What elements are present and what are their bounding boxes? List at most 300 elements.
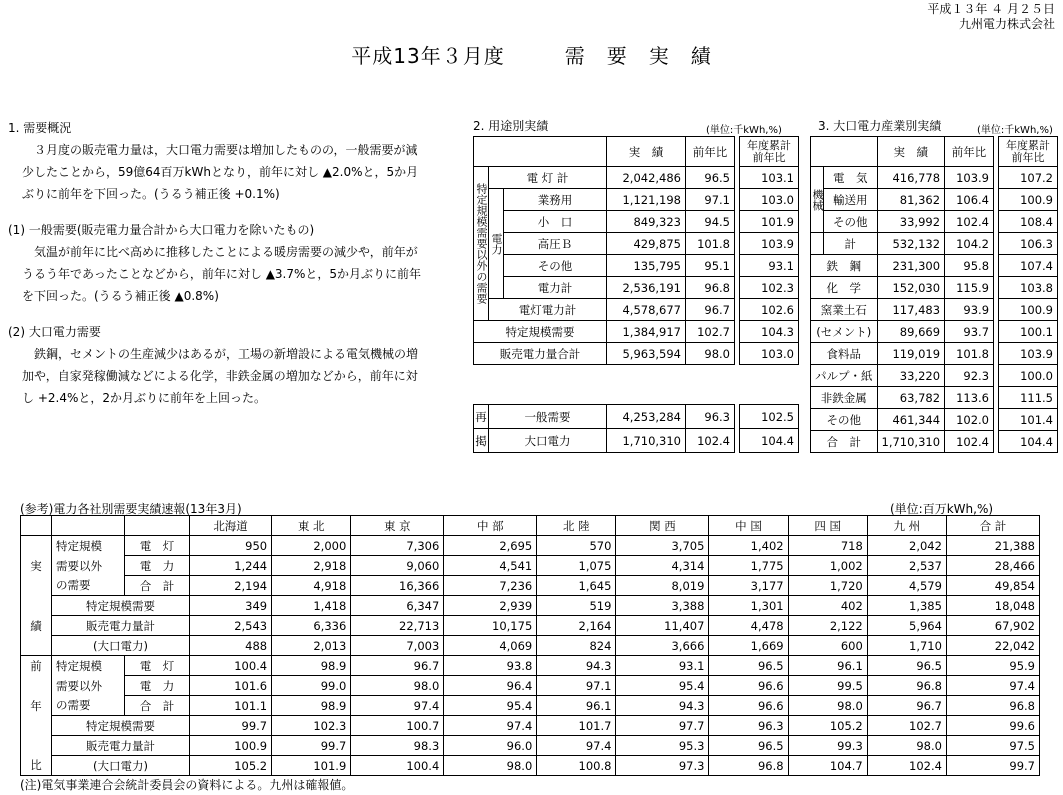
- table-cell: 97.7: [616, 716, 709, 736]
- table-cell: 98.0: [444, 756, 537, 776]
- table-cell: 4,478: [709, 616, 788, 636]
- ref-kind-label: 合 計: [125, 576, 190, 596]
- table-cell: 96.6: [709, 676, 788, 696]
- cell: 152,030: [877, 277, 945, 299]
- power-group: 電力: [489, 189, 504, 299]
- ref-col-header: 合 計: [946, 516, 1039, 536]
- ref-group-char: [21, 576, 52, 596]
- table-row: [21, 556, 1040, 576]
- table-cell: 1,075: [537, 556, 616, 576]
- table-cell: 6,336: [272, 616, 351, 636]
- table-cell: 93.8: [444, 656, 537, 676]
- table-cell: 96.7: [351, 656, 444, 676]
- table-cell: 2,000: [272, 536, 351, 556]
- table-cell: 102.7: [867, 716, 946, 736]
- table-cell: 95.4: [616, 676, 709, 696]
- cell: 532,132: [877, 233, 945, 255]
- reference-note: (注)電気事業連合会統計委員会の資料による。九州は確報値。: [20, 778, 354, 792]
- cell: 107.4: [999, 255, 1058, 277]
- table-cell: 2,695: [444, 536, 537, 556]
- cell: 102.4: [945, 211, 994, 233]
- table-cell: 96.8: [867, 676, 946, 696]
- col-yoy: 前年比: [945, 137, 994, 167]
- reference-table: [20, 515, 1040, 776]
- cell: 103.8: [999, 277, 1058, 299]
- cell: 100.9: [999, 299, 1058, 321]
- table-cell: 1,669: [709, 636, 788, 656]
- table-cell: 67,902: [946, 616, 1039, 636]
- table-cell: 1,385: [867, 596, 946, 616]
- table-cell: 2,122: [788, 616, 867, 636]
- table-cell: 97.1: [537, 676, 616, 696]
- table-cell: 96.1: [788, 656, 867, 676]
- table-row: [21, 696, 1040, 716]
- cell: 102.0: [945, 409, 994, 431]
- cell: 103.9: [945, 167, 994, 189]
- cell: 103.9: [999, 343, 1058, 365]
- row-label: 一般需要: [489, 405, 607, 429]
- industry-table: [810, 136, 1058, 453]
- col-yoy: 前年比: [686, 137, 735, 167]
- row-label: パルプ・紙: [811, 365, 878, 387]
- table-row: [21, 676, 1040, 696]
- ref-sub-label: 特定規模: [52, 656, 125, 676]
- ref-group-char: [21, 596, 52, 616]
- ref-col-header: 北海道: [190, 516, 272, 536]
- cell: 95.8: [945, 255, 994, 277]
- table-cell: 4,918: [272, 576, 351, 596]
- col-cum: 年度累計前年比: [740, 137, 799, 167]
- table-cell: 97.3: [616, 756, 709, 776]
- table-cell: 4,541: [444, 556, 537, 576]
- table-cell: 96.3: [709, 716, 788, 736]
- row-label: その他: [811, 409, 878, 431]
- cell: 119,019: [877, 343, 945, 365]
- cell: 94.5: [686, 211, 735, 233]
- table-cell: 97.4: [537, 736, 616, 756]
- cell: 106.4: [945, 189, 994, 211]
- cell: 93.9: [945, 299, 994, 321]
- table-cell: 824: [537, 636, 616, 656]
- table-cell: 100.8: [537, 756, 616, 776]
- table-cell: 100.4: [190, 656, 272, 676]
- overview-heading: 1. 需要概況: [8, 121, 72, 135]
- cell: 113.6: [945, 387, 994, 409]
- ref-row-label: 販売電力量計: [52, 616, 190, 636]
- ref-kind-label: 電 力: [125, 556, 190, 576]
- cell: 104.3: [740, 321, 799, 343]
- table-cell: 95.3: [616, 736, 709, 756]
- table-cell: 105.2: [190, 756, 272, 776]
- cell: 89,669: [877, 321, 945, 343]
- reference-unit: (単位:百万kWh,%): [890, 502, 994, 516]
- ref-group-char: [21, 636, 52, 656]
- company-name: 九州電力株式会社: [958, 17, 1055, 31]
- table-row: [21, 636, 1040, 656]
- table-cell: 98.0: [788, 696, 867, 716]
- usage-unit: (単位:千kWh,%): [706, 125, 782, 136]
- table-cell: 98.9: [272, 656, 351, 676]
- cell: 96.8: [686, 277, 735, 299]
- cell: 2,042,486: [607, 167, 686, 189]
- table-row: [21, 616, 1040, 636]
- table-cell: 1,301: [709, 596, 788, 616]
- ref-sub-label: の需要: [52, 576, 125, 596]
- ref-group-char: [21, 716, 52, 736]
- report-header: [927, 2, 1055, 32]
- cell: 93.1: [740, 255, 799, 277]
- table-cell: 101.1: [190, 696, 272, 716]
- table-cell: 104.7: [788, 756, 867, 776]
- title-period: 平成13年３月度: [351, 44, 505, 68]
- cell: 104.4: [740, 429, 799, 453]
- table-cell: 101.6: [190, 676, 272, 696]
- ref-col-header: 東 北: [272, 516, 351, 536]
- ref-group-char: 実: [21, 556, 52, 576]
- table-cell: 3,177: [709, 576, 788, 596]
- ref-group-char: 前: [21, 656, 52, 676]
- table-cell: 99.7: [946, 756, 1039, 776]
- table-cell: 7,236: [444, 576, 537, 596]
- cell: 416,778: [877, 167, 945, 189]
- cell: 4,578,677: [607, 299, 686, 321]
- usage-heading: 2. 用途別実績: [473, 119, 549, 133]
- cell: 101.4: [999, 409, 1058, 431]
- table-cell: 1,002: [788, 556, 867, 576]
- table-cell: 102.4: [867, 756, 946, 776]
- page-title: [0, 40, 1063, 69]
- table-cell: 5,964: [867, 616, 946, 636]
- table-cell: 1,720: [788, 576, 867, 596]
- cell: 63,782: [877, 387, 945, 409]
- row-label: 電 灯 計: [489, 167, 607, 189]
- report-date: 平成１３年 ４ 月２５日: [927, 2, 1055, 16]
- cell: 111.5: [999, 387, 1058, 409]
- table-cell: 99.7: [190, 716, 272, 736]
- table-cell: 402: [788, 596, 867, 616]
- title-main: 需 要 実 績: [564, 44, 712, 68]
- cell: 101.9: [740, 211, 799, 233]
- row-label: 食料品: [811, 343, 878, 365]
- table-cell: 1,645: [537, 576, 616, 596]
- table-cell: 2,013: [272, 636, 351, 656]
- row-label: 輸送用: [824, 189, 878, 211]
- cell: 117,483: [877, 299, 945, 321]
- cell: 1,121,198: [607, 189, 686, 211]
- table-row: [21, 656, 1040, 676]
- table-cell: 99.5: [788, 676, 867, 696]
- cell: 101.8: [945, 343, 994, 365]
- table-cell: 99.0: [272, 676, 351, 696]
- table-row: [21, 536, 1040, 556]
- cell: 102.6: [740, 299, 799, 321]
- table-cell: 16,366: [351, 576, 444, 596]
- table-cell: 105.2: [788, 716, 867, 736]
- table-cell: 95.9: [946, 656, 1039, 676]
- table-cell: 96.1: [537, 696, 616, 716]
- large-demand-body: 鉄鋼，セメントの生産減少はあるが，工場の新増設による電気機械の増加や，自家発稼働減などによる化学，非鉄金属の増加などから，前年に対し +2.4%と，2か月ぶりに前年を上回った。: [22, 347, 419, 405]
- table-cell: 96.5: [709, 736, 788, 756]
- cell: 102.4: [686, 429, 735, 453]
- cell: 104.2: [945, 233, 994, 255]
- ref-col-header: 中 部: [444, 516, 537, 536]
- table-cell: 99.7: [272, 736, 351, 756]
- table-cell: 96.6: [709, 696, 788, 716]
- row-label: 合 計: [811, 431, 878, 453]
- table-cell: 99.6: [946, 716, 1039, 736]
- cell: 461,344: [877, 409, 945, 431]
- cell: 100.0: [999, 365, 1058, 387]
- row-label: 鉄 鋼: [811, 255, 878, 277]
- table-row: [21, 756, 1040, 776]
- table-cell: 98.9: [272, 696, 351, 716]
- table-row: [21, 596, 1040, 616]
- row-label: 高圧Ｂ: [504, 233, 607, 255]
- ref-row-label: (大口電力): [52, 636, 190, 656]
- table-row: [21, 736, 1040, 756]
- table-cell: 570: [537, 536, 616, 556]
- cell: 100.1: [999, 321, 1058, 343]
- re-char: 掲: [474, 429, 489, 453]
- ref-kind-label: 電 灯: [125, 536, 190, 556]
- table-cell: 96.5: [709, 656, 788, 676]
- table-cell: 3,666: [616, 636, 709, 656]
- table-cell: 99.3: [788, 736, 867, 756]
- table-cell: 1,402: [709, 536, 788, 556]
- ref-sub-label: 需要以外: [52, 556, 125, 576]
- table-cell: 96.8: [946, 696, 1039, 716]
- table-cell: 4,579: [867, 576, 946, 596]
- table-cell: 100.4: [351, 756, 444, 776]
- cell: 1,384,917: [607, 321, 686, 343]
- table-cell: 7,003: [351, 636, 444, 656]
- table-cell: 18,048: [946, 596, 1039, 616]
- re-char: 再: [474, 405, 489, 429]
- cell: 102.7: [686, 321, 735, 343]
- row-label: 計: [824, 233, 878, 255]
- table-cell: 718: [788, 536, 867, 556]
- non-specific-group: 特定規模需要以外の需要: [474, 167, 489, 321]
- table-cell: 21,388: [946, 536, 1039, 556]
- general-demand-body: 気温が前年に比べ高めに推移したことによる暖房需要の減少や，前年がうるう年であったことなどから，前年に対し ▲3.7%と，5か月ぶりに前年を下回った。(うるう補正後 ▲0.8%): [22, 245, 422, 303]
- row-label: 電力計: [504, 277, 607, 299]
- table-cell: 6,347: [351, 596, 444, 616]
- table-cell: 94.3: [537, 656, 616, 676]
- row-label: 電 気: [824, 167, 878, 189]
- table-cell: 97.4: [946, 676, 1039, 696]
- row-label: (セメント): [811, 321, 878, 343]
- cell: 849,323: [607, 211, 686, 233]
- table-cell: 2,194: [190, 576, 272, 596]
- cell: 93.7: [945, 321, 994, 343]
- cell: 96.7: [686, 299, 735, 321]
- table-cell: 97.4: [351, 696, 444, 716]
- reference-heading: (参考)電力各社別需要実績速報(13年3月): [20, 502, 242, 516]
- overview-summary: ３月度の販売電力量は，大口電力需要は増加したものの，一般需要が減少したことから，59億64百万kWhとなり，前年に対し ▲2.0%と，5か月ぶりに前年を下回った。(うるう補正後 +0.1%): [22, 143, 419, 201]
- ref-kind-label: 合 計: [125, 696, 190, 716]
- row-label: 小 口: [504, 211, 607, 233]
- table-cell: 22,713: [351, 616, 444, 636]
- cell: 33,220: [877, 365, 945, 387]
- reposted-table: [473, 404, 799, 453]
- table-cell: 1,775: [709, 556, 788, 576]
- col-actual: 実 績: [607, 137, 686, 167]
- cell: 101.8: [686, 233, 735, 255]
- cell: 103.0: [740, 189, 799, 211]
- table-cell: 98.0: [351, 676, 444, 696]
- table-cell: 519: [537, 596, 616, 616]
- table-cell: 3,388: [616, 596, 709, 616]
- table-cell: 1,418: [272, 596, 351, 616]
- table-cell: 95.4: [444, 696, 537, 716]
- table-cell: 8,019: [616, 576, 709, 596]
- ref-col-header: 東 京: [351, 516, 444, 536]
- cell: 92.3: [945, 365, 994, 387]
- ref-group-char: [21, 736, 52, 756]
- section-overview: [8, 117, 428, 409]
- cell: 4,253,284: [607, 405, 686, 429]
- ref-group-char: 績: [21, 616, 52, 636]
- ref-group-char: [21, 536, 52, 556]
- cell: 102.5: [740, 405, 799, 429]
- machine-group: 機械: [811, 167, 824, 233]
- row-label: 販売電力量合計: [474, 343, 607, 365]
- table-cell: 98.0: [867, 736, 946, 756]
- cell: 231,300: [877, 255, 945, 277]
- ref-sub-label: 特定規模: [52, 536, 125, 556]
- row-label: 窯業土石: [811, 299, 878, 321]
- cell: 104.4: [999, 431, 1058, 453]
- row-label: 化 学: [811, 277, 878, 299]
- table-cell: 2,164: [537, 616, 616, 636]
- cell: 106.3: [999, 233, 1058, 255]
- row-label: その他: [504, 255, 607, 277]
- table-cell: 96.5: [867, 656, 946, 676]
- col-actual: 実 績: [877, 137, 945, 167]
- table-cell: 9,060: [351, 556, 444, 576]
- table-cell: 4,069: [444, 636, 537, 656]
- table-cell: 96.0: [444, 736, 537, 756]
- table-cell: 96.7: [867, 696, 946, 716]
- row-label: 業務用: [504, 189, 607, 211]
- table-cell: 102.3: [272, 716, 351, 736]
- table-cell: 11,407: [616, 616, 709, 636]
- row-label: 非鉄金属: [811, 387, 878, 409]
- cell: 115.9: [945, 277, 994, 299]
- cell: 429,875: [607, 233, 686, 255]
- ref-row-label: 特定規模需要: [52, 596, 190, 616]
- table-row: [21, 716, 1040, 736]
- table-cell: 97.5: [946, 736, 1039, 756]
- table-cell: 950: [190, 536, 272, 556]
- row-label: 特定規模需要: [474, 321, 607, 343]
- cell: 107.2: [999, 167, 1058, 189]
- table-cell: 2,543: [190, 616, 272, 636]
- ref-sub-label: 需要以外: [52, 676, 125, 696]
- table-cell: 97.4: [444, 716, 537, 736]
- cell: 102.3: [740, 277, 799, 299]
- cell: 81,362: [877, 189, 945, 211]
- ref-col-header: 中 国: [709, 516, 788, 536]
- general-demand-heading: (1) 一般需要(販売電力量合計から大口電力を除いたもの): [8, 223, 315, 237]
- ref-group-char: 比: [21, 756, 52, 776]
- table-cell: 2,939: [444, 596, 537, 616]
- table-cell: 349: [190, 596, 272, 616]
- ref-group-char: 年: [21, 696, 52, 716]
- table-cell: 1,710: [867, 636, 946, 656]
- table-cell: 488: [190, 636, 272, 656]
- cell: 2,536,191: [607, 277, 686, 299]
- cell: 1,710,310: [877, 431, 945, 453]
- table-cell: 3,705: [616, 536, 709, 556]
- cell: 135,795: [607, 255, 686, 277]
- table-cell: 2,537: [867, 556, 946, 576]
- industry-heading: 3. 大口電力産業別実績: [818, 119, 942, 133]
- table-cell: 2,042: [867, 536, 946, 556]
- ref-row-label: 販売電力量計: [52, 736, 190, 756]
- table-cell: 22,042: [946, 636, 1039, 656]
- ref-kind-label: 電 灯: [125, 656, 190, 676]
- table-cell: 94.3: [616, 696, 709, 716]
- row-label: 大口電力: [489, 429, 607, 453]
- cell: 96.3: [686, 405, 735, 429]
- table-cell: 101.7: [537, 716, 616, 736]
- cell: 100.9: [999, 189, 1058, 211]
- table-cell: 93.1: [616, 656, 709, 676]
- table-cell: 96.8: [709, 756, 788, 776]
- cell: 103.0: [740, 343, 799, 365]
- table-cell: 100.7: [351, 716, 444, 736]
- ref-col-header: 九 州: [867, 516, 946, 536]
- table-cell: 49,854: [946, 576, 1039, 596]
- cell: 1,710,310: [607, 429, 686, 453]
- ref-group-char: [21, 676, 52, 696]
- ref-kind-label: 電 力: [125, 676, 190, 696]
- ref-row-label: 特定規模需要: [52, 716, 190, 736]
- row-label: 電灯電力計: [489, 299, 607, 321]
- table-cell: 7,306: [351, 536, 444, 556]
- table-cell: 28,466: [946, 556, 1039, 576]
- industry-unit: (単位:千kWh,%): [977, 125, 1053, 136]
- ref-sub-label: の需要: [52, 696, 125, 716]
- table-cell: 96.4: [444, 676, 537, 696]
- row-label: その他: [824, 211, 878, 233]
- cell: 97.1: [686, 189, 735, 211]
- table-cell: 600: [788, 636, 867, 656]
- table-cell: 101.9: [272, 756, 351, 776]
- table-cell: 1,244: [190, 556, 272, 576]
- usage-table: [473, 136, 799, 365]
- cell: 103.9: [740, 233, 799, 255]
- cell: 5,963,594: [607, 343, 686, 365]
- ref-col-header: 四 国: [788, 516, 867, 536]
- table-cell: 100.9: [190, 736, 272, 756]
- cell: 102.4: [945, 431, 994, 453]
- cell: 95.1: [686, 255, 735, 277]
- table-cell: 10,175: [444, 616, 537, 636]
- ref-col-header: 関 西: [616, 516, 709, 536]
- cell: 96.5: [686, 167, 735, 189]
- table-row: [21, 576, 1040, 596]
- cell: 98.0: [686, 343, 735, 365]
- cell: 108.4: [999, 211, 1058, 233]
- ref-col-header: 北 陸: [537, 516, 616, 536]
- table-cell: 4,314: [616, 556, 709, 576]
- ref-row-label: (大口電力): [52, 756, 190, 776]
- cell: 33,992: [877, 211, 945, 233]
- large-demand-heading: (2) 大口電力需要: [8, 325, 101, 339]
- table-cell: 2,918: [272, 556, 351, 576]
